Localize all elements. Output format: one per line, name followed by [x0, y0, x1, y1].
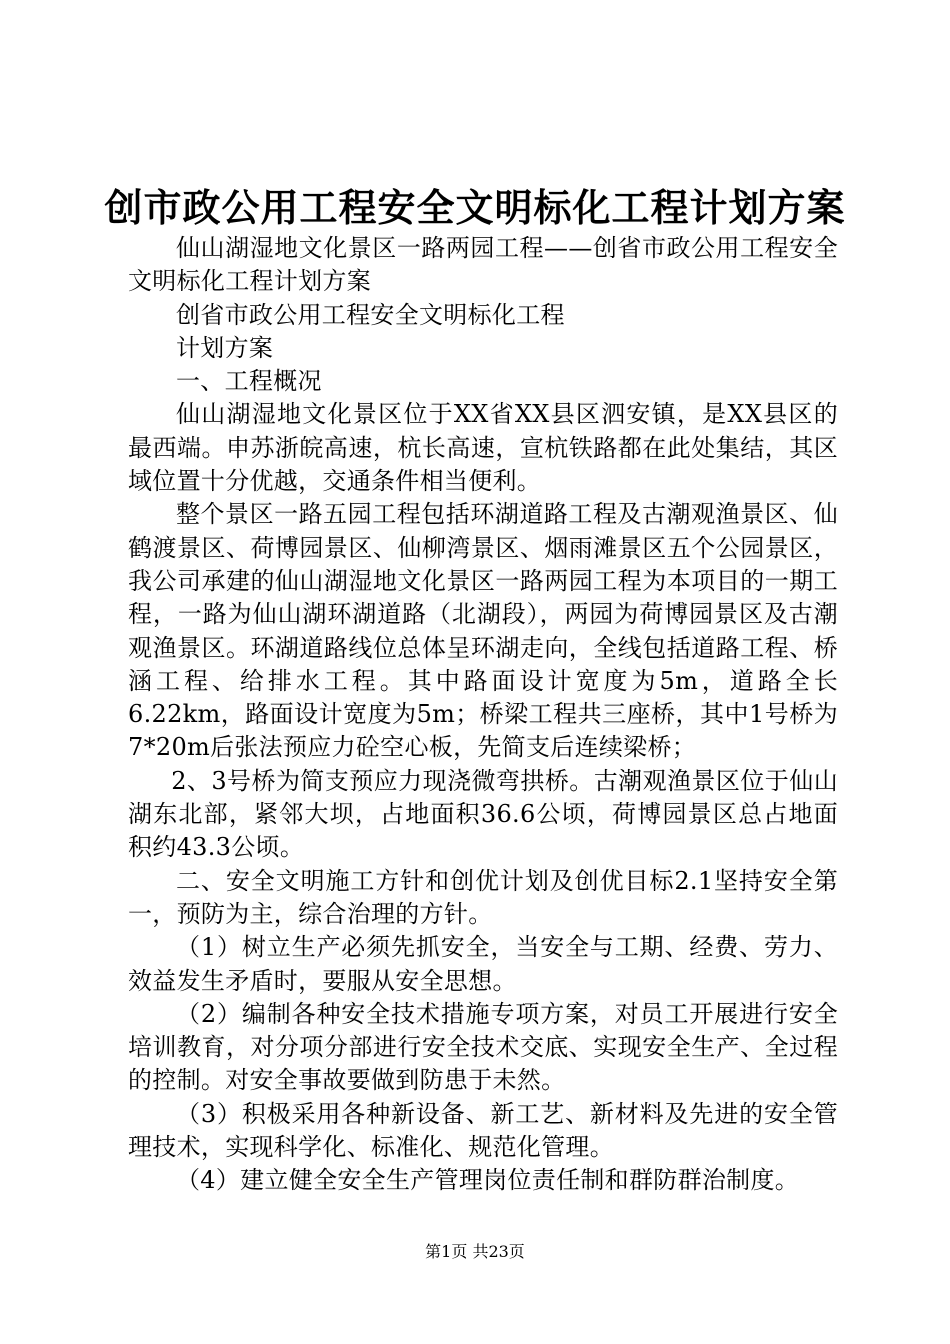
paragraph-location: 仙山湖湿地文化景区位于XX省XX县区泗安镇，是XX县区的最西端。申苏浙皖高速，杭长高速，宣杭铁路都在此处集结，其区域位置十分优越，交通条件相当便利。	[128, 400, 838, 496]
document-body	[128, 232, 838, 1198]
paragraph-scope: 整个景区一路五园工程包括环湖道路工程及古潮观渔景区、仙鹤渡景区、荷博园景区、仙柳湾景区、烟雨滩景区五个公园景区，我公司承建的仙山湖湿地文化景区一路两园工程为本项目的一期工程，一路为仙山湖环湖道路（北湖段），两园为荷博园景区及古潮观渔景区。环湖道路线位总体呈环湖走向，全线包括道路工程、桥涵工程、给排水工程。其中路面设计宽度为5m，道路全长6.22km，路面设计宽度为5m；桥梁工程共三座桥，其中1号桥为7*20m后张法预应力砼空心板，先简支后连续梁桥；	[128, 500, 838, 762]
paragraph-subtitle: 仙山湖湿地文化景区一路两园工程——创省市政公用工程安全文明标化工程计划方案	[128, 234, 838, 296]
page-footer: 第1页 共23页	[425, 1242, 525, 1261]
paragraph-heading-line1: 创省市政公用工程安全文明标化工程	[176, 300, 565, 329]
section-heading-overview: 一、工程概况	[176, 367, 322, 396]
paragraph-bridges: 2、3号桥为简支预应力现浇微弯拱桥。古潮观渔景区位于仙山湖东北部，紧邻大坝，占地面积36.6公顷，荷博园景区总占地面积约43.3公顷。	[128, 766, 838, 862]
list-item-1: （1）树立生产必须先抓安全，当安全与工期、经费、劳力、效益发生矛盾时，要服从安全思想。	[128, 933, 838, 995]
list-item-3: （3）积极采用各种新设备、新工艺、新材料及先进的安全管理技术，实现科学化、标准化、规范化管理。	[128, 1099, 838, 1162]
section-heading-safety: 二、安全文明施工方针和创优计划及创优目标2.1坚持安全第一，预防为主，综合治理的方针。	[128, 866, 838, 928]
document-title: 创市政公用工程安全文明标化工程计划方案	[104, 185, 846, 230]
list-item-2: （2）编制各种安全技术措施专项方案，对员工开展进行安全培训教育，对分项分部进行安全技术交底、实现安全生产、全过程的控制。对安全事故要做到防患于未然。	[128, 999, 838, 1095]
list-item-4: （4）建立健全安全生产管理岗位责任制和群防群治制度。	[176, 1166, 800, 1195]
paragraph-heading-line2: 计划方案	[176, 333, 274, 362]
